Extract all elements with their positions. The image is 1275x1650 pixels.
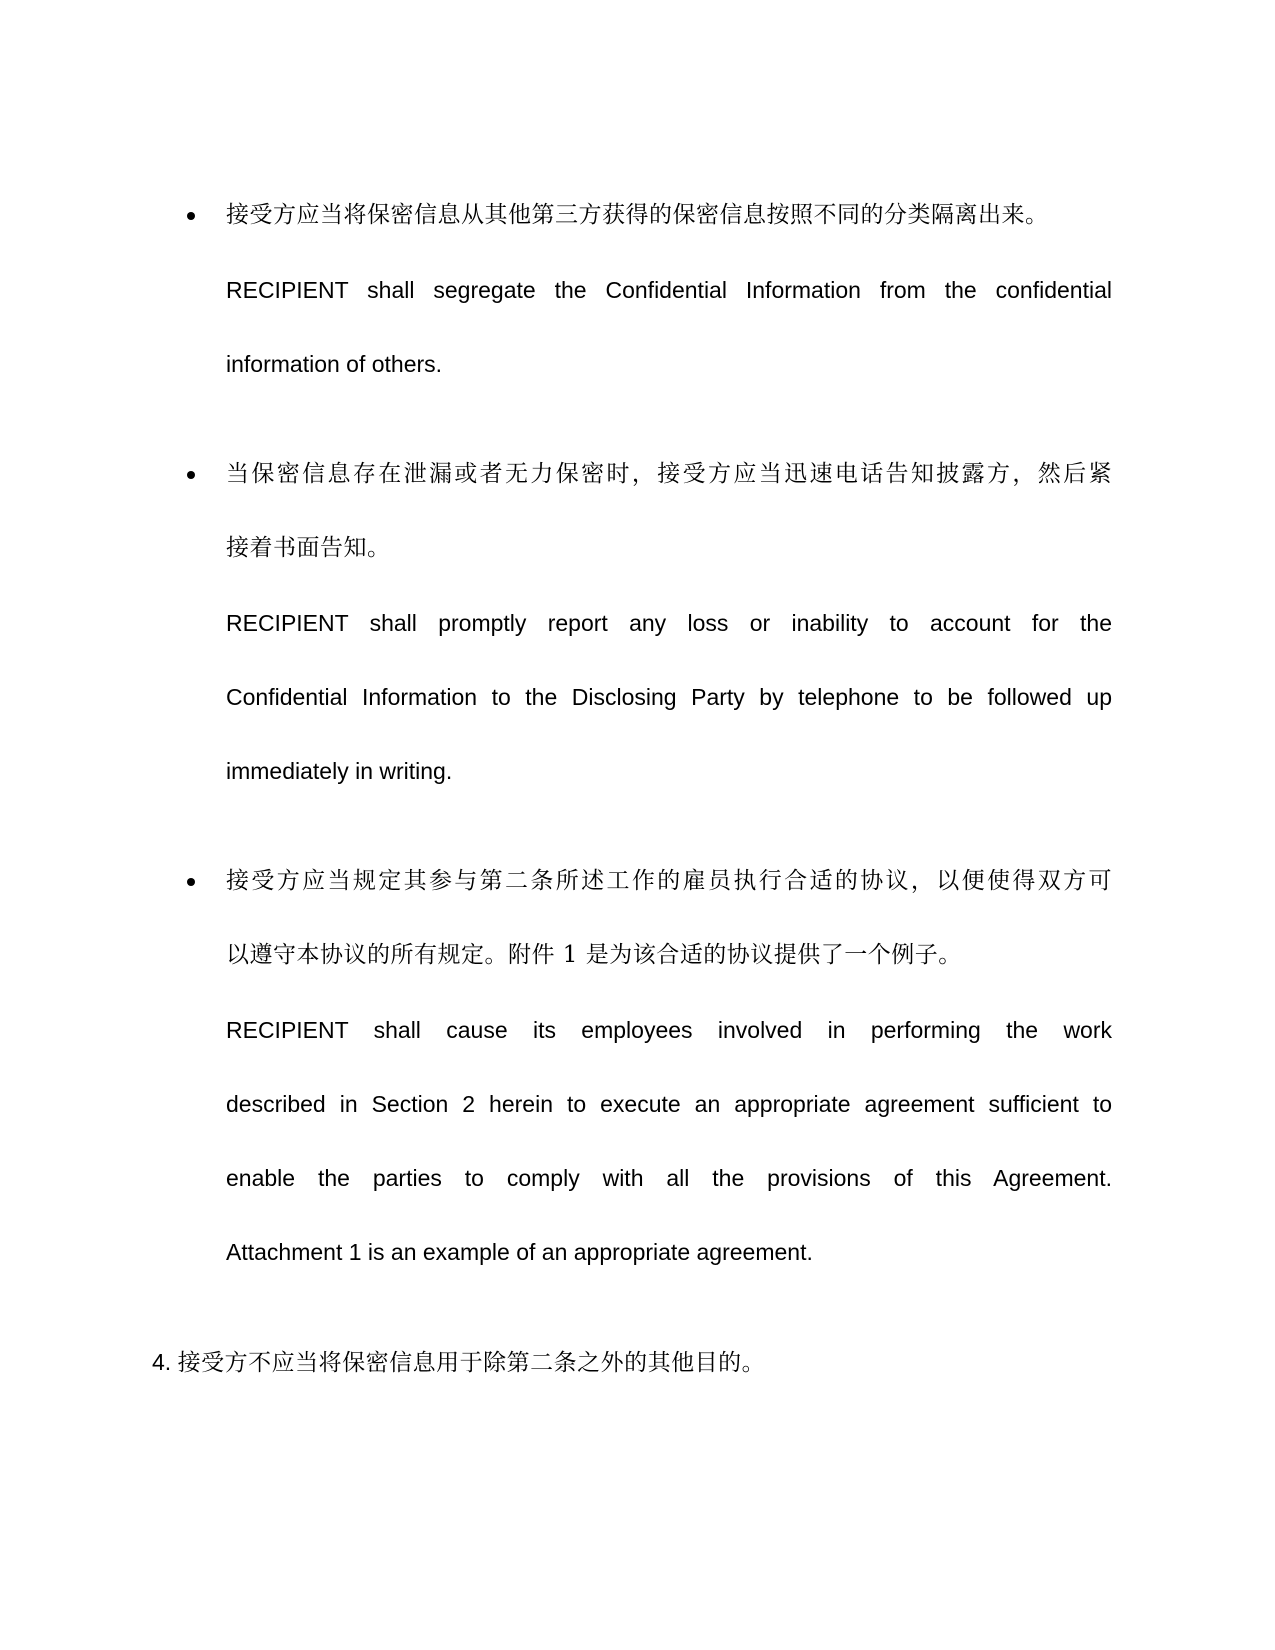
bullet-icon [185,210,197,222]
section-4 [152,1347,765,1378]
clause-2-chinese-line-2: 接着书面告知。 [226,535,391,561]
clause-2-english-line-3: immediately in writing. [226,758,453,784]
clause-1-english-line-2: information of others. [226,351,443,377]
clause-3-chinese-line-2: 以遵守本协议的所有规定。附件 1 是为该合适的协议提供了一个例子。 [226,942,962,968]
clause-2-english-line-1: RECIPIENT shall promptly report any loss or inability to account for the [226,610,1112,636]
bullet-icon [185,469,197,481]
clause-3-english-line-3: enable the parties to comply with all the provisions of this Agreement. [226,1165,1112,1191]
clause-3-english-line-1: RECIPIENT shall cause its employees involved in performing the work [226,1017,1112,1043]
clause-3-english-line-4: Attachment 1 is an example of an appropriate agreement. [226,1239,813,1265]
clause-3-english-line-2: described in Section 2 herein to execute an appropriate agreement sufficient to [226,1091,1112,1117]
section-4-text: 接受方不应当将保密信息用于除第二条之外的其他目的。 [177,1350,766,1376]
clause-3-chinese-line-1: 接受方应当规定其参与第二条所述工作的雇员执行合适的协议，以便使得双方可 [226,868,1112,894]
clause-2-english-line-2: Confidential Information to the Disclosing Party by telephone to be followed up [226,684,1112,710]
clause-1-chinese-line-1: 接受方应当将保密信息从其他第三方获得的保密信息按照不同的分类隔离出来。 [226,202,1049,228]
clause-2-chinese-line-1: 当保密信息存在泄漏或者无力保密时，接受方应当迅速电话告知披露方，然后紧 [226,461,1112,487]
section-4-number: 4. [152,1349,172,1375]
clause-1-english-line-1: RECIPIENT shall segregate the Confidential Information from the confidential [226,277,1112,303]
bullet-icon [185,876,197,888]
